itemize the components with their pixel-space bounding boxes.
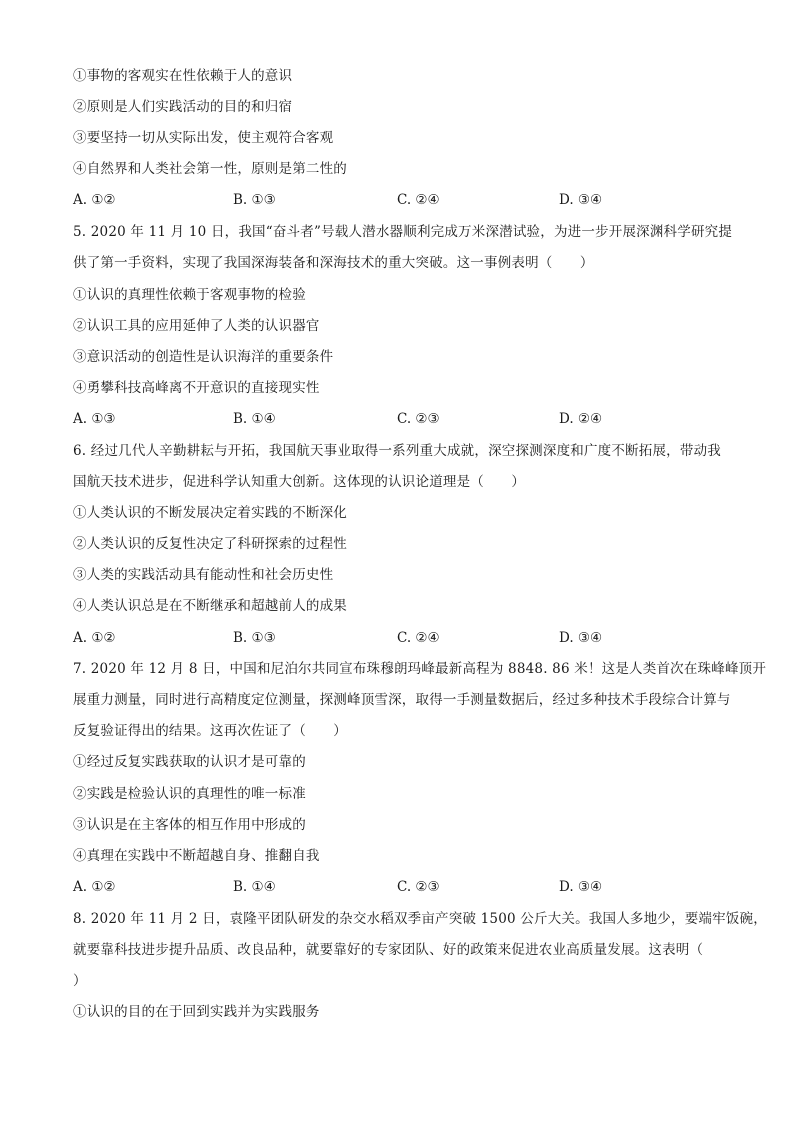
q7-option-a: A. ①② <box>73 879 116 895</box>
q4-options <box>73 191 733 209</box>
q7-statement-4: ④真理在实践中不断超越自身、推翻自我 <box>73 848 320 864</box>
q7-stem-line-1: 7. 2020 年 12 月 8 日，中国和尼泊尔共同宣布珠穆朗玛峰最新高程为 8848. 86 米！这是人类首次在珠峰峰顶开 <box>73 661 767 677</box>
q8-stem-line-2: 就要靠科技进步提升品质、改良品种，就要靠好的专家团队、好的政策来促进农业高质量发展。这表明（ <box>73 942 704 958</box>
q5-option-a: A. ①③ <box>73 411 116 427</box>
q4-statement-4: ④自然界和人类社会第一性，原则是第二性的 <box>73 161 347 177</box>
q4-option-b: B. ①③ <box>233 192 276 208</box>
q6-option-d: D. ③④ <box>559 630 603 646</box>
q6-stem-line-2: 国航天技术进步，促进科学认知重大创新。这体现的认识论道理是（ ） <box>73 474 526 490</box>
q5-statement-1: ①认识的真理性依赖于客观事物的检验 <box>73 287 306 303</box>
q4-option-d: D. ③④ <box>559 192 603 208</box>
q7-stem-line-2: 展重力测量，同时进行高精度定位测量，探测峰顶雪深，取得一手测量数据后，经过多种技术手段综合计算与 <box>73 692 731 708</box>
q6-option-a: A. ①② <box>73 630 116 646</box>
q7-option-d: D. ③④ <box>559 879 603 895</box>
q6-statement-3: ③人类的实践活动具有能动性和社会历史性 <box>73 567 334 583</box>
q5-statement-2: ②认识工具的应用延伸了人类的认识器官 <box>73 318 320 334</box>
q6-statement-1: ①人类认识的不断发展决定着实践的不断深化 <box>73 505 347 521</box>
q7-statement-2: ②实践是检验认识的真理性的唯一标准 <box>73 786 306 802</box>
q6-option-c: C. ②④ <box>397 630 440 646</box>
q8-stem-line-3: ） <box>73 973 87 989</box>
q5-statement-3: ③意识活动的创造性是认识海洋的重要条件 <box>73 349 334 365</box>
q5-stem-line-2: 供了第一手资料，实现了我国深海装备和深海技术的重大突破。这一事例表明（ ） <box>73 255 594 271</box>
q4-option-c: C. ②④ <box>397 192 440 208</box>
q7-statement-1: ①经过反复实践获取的认识才是可靠的 <box>73 754 306 770</box>
q5-option-b: B. ①④ <box>233 411 276 427</box>
q7-option-c: C. ②③ <box>397 879 440 895</box>
q7-options <box>73 878 733 896</box>
q6-statement-2: ②人类认识的反复性决定了科研探索的过程性 <box>73 536 347 552</box>
q4-statement-1: ①事物的客观实在性依赖于人的意识 <box>73 68 293 84</box>
q4-statement-3: ③要坚持一切从实际出发，使主观符合客观 <box>73 130 334 146</box>
q5-statement-4: ④勇攀科技高峰离不开意识的直接现实性 <box>73 380 320 396</box>
q5-option-d: D. ②④ <box>559 411 603 427</box>
q4-option-a: A. ①② <box>73 192 116 208</box>
q6-stem-line-1: 6. 经过几代人辛勤耕耘与开拓，我国航天事业取得一系列重大成就，深空探测深度和广度不断拓展，带动我 <box>73 443 721 459</box>
q7-statement-3: ③认识是在主客体的相互作用中形成的 <box>73 817 306 833</box>
q4-statement-2: ②原则是人们实践活动的目的和归宿 <box>73 99 293 115</box>
q6-options <box>73 629 733 647</box>
q5-option-c: C. ②③ <box>397 411 440 427</box>
q5-options <box>73 410 733 428</box>
q7-option-b: B. ①④ <box>233 879 276 895</box>
q8-stem-line-1: 8. 2020 年 11 月 2 日，袁隆平团队研发的杂交水稻双季亩产突破 1500 公斤大关。我国人多地少，要端牢饭碗， <box>73 911 767 927</box>
q5-stem-line-1: 5. 2020 年 11 月 10 日，我国“奋斗者”号载人潜水器顺利完成万米深潜试验，为进一步开展深渊科学研究提 <box>73 224 733 240</box>
q6-option-b: B. ①③ <box>233 630 276 646</box>
q6-statement-4: ④人类认识总是在不断继承和超越前人的成果 <box>73 598 347 614</box>
q8-statement-1: ①认识的目的在于回到实践并为实践服务 <box>73 1004 320 1020</box>
q7-stem-line-3: 反复验证得出的结果。这再次佐证了（ ） <box>73 723 347 739</box>
